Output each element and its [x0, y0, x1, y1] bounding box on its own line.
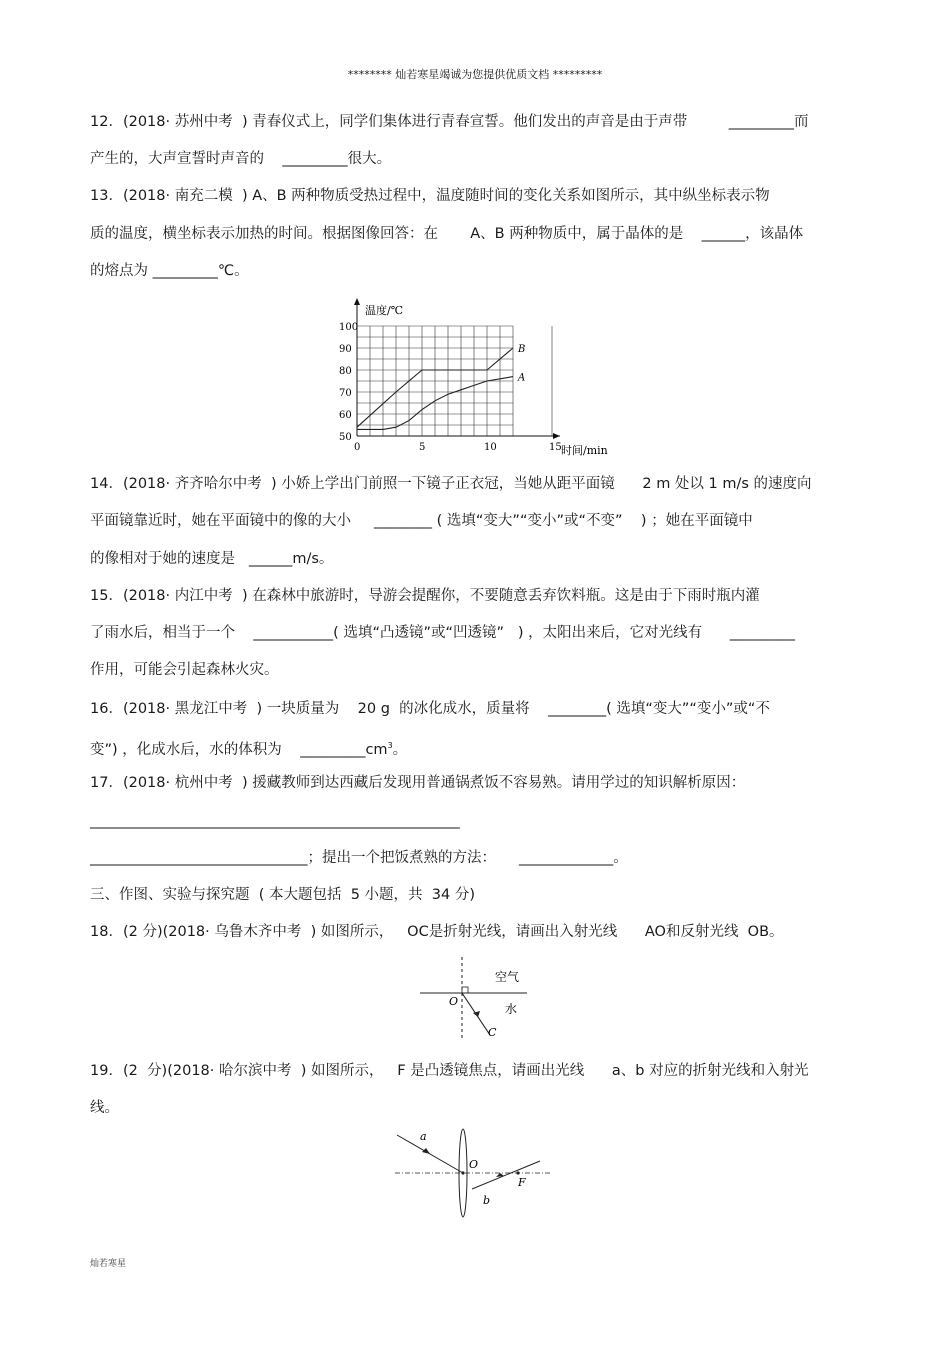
- y-tick-label: 60: [339, 410, 352, 421]
- temperature-time-chart: [325, 296, 625, 466]
- page-footer: 灿若寒星: [90, 1259, 127, 1269]
- point-f: [516, 1171, 519, 1174]
- question-14-line-2: 平面镜靠近时，她在平面镜中的像的大小 ________ ( 选填“变大”“变小”或“不变” ) ；她在平面镜中: [90, 513, 753, 529]
- label-o: O: [449, 995, 459, 1008]
- ray-b: [472, 1161, 540, 1189]
- x-axis-arrow: [553, 433, 560, 439]
- question-13-line-1: 13．(2018· 南充二模 ) A、B 两种物质受热过程中，温度随时间的变化关系如图所示，其中纵坐标表示物: [90, 188, 770, 204]
- y-axis-label: 温度/℃: [365, 304, 404, 317]
- question-17-line-3: ______________________________；提出一个把饭煮熟的方法： _____________。: [90, 850, 628, 866]
- x-tick-label: 15: [549, 442, 562, 453]
- question-16-line-1: 16．(2018· 黑龙江中考 ) 一块质量为 20 g 的冰化成水，质量将 ________( 选填“变大”“变小”或“不: [90, 701, 770, 717]
- y-tick-label: 50: [339, 432, 352, 443]
- question-14-line-3: 的像相对于她的速度是 ______m/s。: [90, 551, 334, 567]
- section-3-heading: 三、作图、实验与探究题 ( 本大题包括 5 小题，共 34 分): [90, 887, 475, 903]
- point-o: [461, 1171, 464, 1174]
- x-tick-label: 10: [484, 442, 497, 453]
- question-13-line-2: 质的温度，横坐标表示加热的时间。根据图像回答：在 A、B 两种物质中，属于晶体的是 ______，该晶体: [90, 226, 804, 242]
- question-19-line-2: 线。: [90, 1100, 119, 1116]
- question-19-line-1: 19．(2 分)(2018· 哈尔滨中考 ) 如图所示， F 是凸透镜焦点，请画出光线 a、b 对应的折射光线和入射光: [90, 1063, 809, 1079]
- question-18-line: 18．(2 分)(2018· 乌鲁木齐中考 ) 如图所示， OC是折射光线，请画出入射光线 AO和反射光线 OB。: [90, 924, 784, 940]
- x-axis-label: 时间/min: [561, 444, 608, 457]
- question-12-line-1: 12．(2018· 苏州中考 ) 青春仪式上，同学们集体进行青春宣誓。他们发出的声音是由于声带 _________而: [90, 114, 809, 130]
- question-15-line-3: 作用，可能会引起森林火灾。: [90, 662, 279, 678]
- label-b: b: [483, 1194, 491, 1207]
- q16-line-2-text: 变”) ，化成水后，水的体积为 _________cm: [90, 741, 388, 758]
- x-tick-label: 0: [354, 442, 361, 453]
- series-label-a: A: [518, 372, 526, 384]
- question-13-line-3: 的熔点为 _________℃。: [90, 263, 249, 279]
- y-tick-label: 80: [339, 366, 352, 377]
- question-16-line-2: [90, 736, 407, 760]
- x-tick-label: 5: [419, 442, 426, 453]
- cube-superscript: 3: [387, 741, 393, 750]
- page-header: ******** 灿若寒星竭诚为您提供优质文档 *********: [347, 68, 603, 81]
- label-a: a: [420, 1130, 427, 1143]
- question-15-line-2: 了雨水后，相当于一个 ___________( 选填“凸透镜”或“凹透镜” ) ，太阳出来后，它对光线有 _________: [90, 625, 795, 641]
- label-f: F: [518, 1176, 526, 1189]
- y-tick-label: 100: [339, 322, 359, 333]
- q16-line-2-end: 。: [392, 741, 408, 758]
- chart-axes: [354, 298, 560, 439]
- question-12-line-2: 产生的，大声宣誓时声音的 _________很大。: [90, 151, 392, 167]
- ray-a-arrow: [422, 1148, 430, 1154]
- question-17-line-1: 17．(2018· 杭州中考 ) 援藏教师到达西藏后发现用普通锅煮饭不容易熟。请用学过的知识解析原因：: [90, 775, 746, 791]
- right-angle-mark: [462, 987, 468, 993]
- series-label-b: B: [518, 344, 526, 355]
- label-c: C: [488, 1026, 497, 1039]
- convex-lens-diagram: [390, 1126, 555, 1221]
- refraction-diagram: [415, 955, 535, 1045]
- question-17-answer-line: ___________________________________________________: [90, 813, 460, 829]
- chart-ticks: [339, 322, 562, 453]
- question-15-line-1: 15．(2018· 内江中考 ) 在森林中旅游时，导游会提醒你，不要随意丢弃饮料瓶。这是由于下雨时瓶内灌: [90, 588, 760, 604]
- y-tick-label: 90: [339, 344, 352, 355]
- question-14-line-1: 14．(2018· 齐齐哈尔中考 ) 小娇上学出门前照一下镜子正衣冠，当她从距平面镜 2 m 处以 1 m/s 的速度向: [90, 476, 812, 492]
- label-o: O: [469, 1158, 479, 1171]
- label-air: 空气: [495, 970, 520, 984]
- label-water: 水: [505, 1002, 518, 1016]
- y-tick-label: 70: [339, 388, 352, 399]
- y-axis-arrow: [354, 298, 360, 305]
